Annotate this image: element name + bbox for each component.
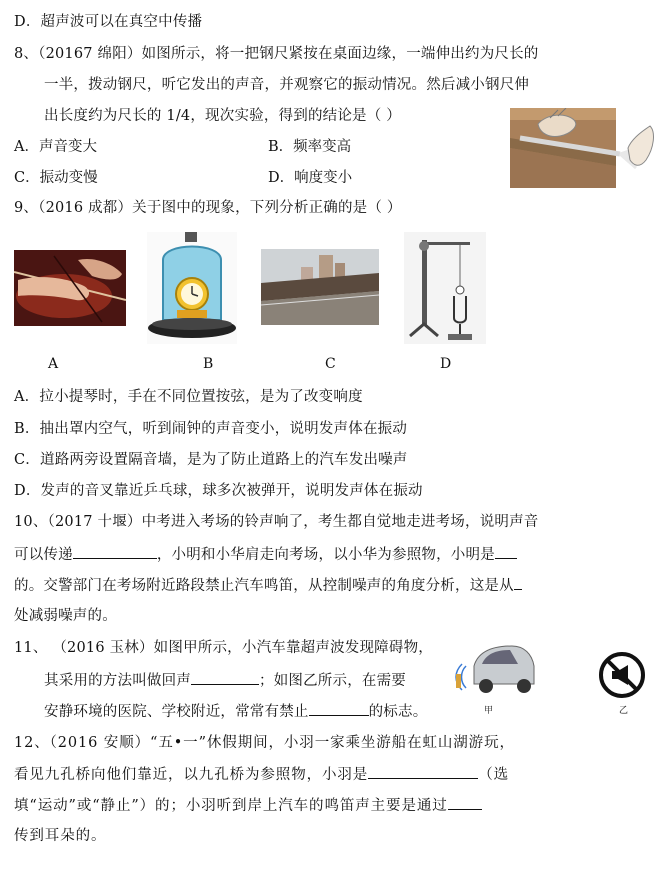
car-ultrasonic-figure	[452, 640, 536, 702]
q12-line2-start: 看见九孔桥向他们靠近，以九孔桥为参照物，小羽是	[14, 767, 369, 783]
q9-option-c: C．道路两旁设置隔音墙，是为了防止道路上的汽车发出噪声	[14, 452, 408, 468]
q11-answer-blank-1[interactable]	[191, 670, 259, 685]
q10-line3-text: 的。交警部门在考场附近路段禁止汽车鸣笛，从控制噪声的角度分析，这是从	[14, 578, 514, 594]
q10-answer-blank-2[interactable]	[495, 544, 517, 559]
q11-line2-end: ；如图乙所示，在需要	[259, 673, 406, 689]
q10-answer-blank-3[interactable]	[514, 575, 522, 590]
no-horn-sign-icon	[598, 651, 646, 699]
q9-stem: 9、（2016 成都）关于图中的现象，下列分析正确的是（ ）	[14, 200, 402, 216]
q8-option-d: D．响度变小	[268, 170, 353, 186]
q11-figure-b-label: 乙	[619, 706, 629, 716]
q11-answer-blank-2[interactable]	[309, 701, 369, 716]
q11-stem-line3	[44, 701, 427, 722]
q8-stem-line3: 出长度约为尺长的 1/4，现次实验，得到的结论是（ ）	[44, 108, 401, 124]
q8-stem-line1: 8、（20167 绵阳）如图所示，将一把钢尺紧按在桌面边缘，一端伸出约为尺长的	[14, 46, 539, 62]
q9-option-b: B．抽出罩内空气，听到闹钟的声音变小，说明发声体在振动	[14, 421, 408, 437]
q10-stem-line3	[14, 575, 522, 596]
q11-stem-line2	[44, 670, 406, 691]
sound-barrier-road-image	[261, 249, 379, 325]
violin-image	[14, 250, 126, 326]
q9-caption-d: D	[440, 356, 452, 372]
q10-stem-line2	[14, 544, 517, 565]
q9-option-d: D．发声的音叉靠近乒乓球，球多次被弹开，说明发声体在振动	[14, 483, 423, 499]
q12-stem-line4: 传到耳朵的。	[14, 828, 107, 844]
q12-stem-line1: 12、（2016 安顺）“五•一”休假期间，小羽一家乘坐游船在虹山湖游玩，	[14, 735, 515, 751]
q7-option-d: D．超声波可以在真空中传播	[14, 14, 203, 30]
q11-line2-start: 其采用的方法叫做回声	[44, 673, 191, 689]
ruler-experiment-figure	[510, 108, 656, 188]
bell-jar-clock-image	[147, 232, 237, 344]
q8-stem-line2: 一半，拨动钢尺，听它发出的声音，并观察它的振动情况。然后减小钢尺伸	[44, 77, 530, 93]
q12-answer-blank-2[interactable]	[448, 795, 482, 810]
q8-option-a: A．声音变大	[14, 139, 97, 155]
tuning-fork-ball-image	[404, 232, 486, 344]
q8-option-b: B．频率变高	[268, 139, 352, 155]
q10-line2-start: 可以传递	[14, 547, 73, 563]
q11-line3-end: 的标志。	[368, 704, 428, 720]
q12-stem-line3	[14, 795, 482, 816]
q9-caption-a: A	[48, 356, 59, 372]
q10-answer-blank-1[interactable]	[73, 544, 157, 559]
q9-caption-b: B	[203, 356, 214, 372]
q12-stem-line2	[14, 764, 509, 785]
q12-answer-blank-1[interactable]	[368, 764, 478, 779]
q11-figure-a-label: 甲	[484, 706, 494, 716]
q9-option-a: A．拉小提琴时，手在不同位置按弦，是为了改变响度	[14, 389, 363, 405]
q10-stem-line4: 处减弱噪声的。	[14, 608, 117, 624]
q12-line2-end: （选	[478, 767, 510, 783]
q11-line3-start: 安静环境的医院、学校附近，常常有禁止	[44, 704, 309, 720]
q10-line2-mid: ，小明和小华肩走向考场，以小华为参照物，小明是	[156, 547, 495, 563]
q12-line3-text: 填“运动”或“静止”）的；小羽听到岸上汽车的鸣笛声主要是通过	[14, 798, 448, 814]
q10-stem-line1: 10、（2017 十堰）中考进入考场的铃声响了，考生都自觉地走进考场，说明声音	[14, 514, 539, 530]
q11-stem-line1: 11、 （2016 玉林）如图甲所示，小汽车靠超声波发现障碍物，	[14, 640, 433, 656]
q8-option-c: C．振动变慢	[14, 170, 98, 186]
q9-caption-c: C	[325, 356, 336, 372]
